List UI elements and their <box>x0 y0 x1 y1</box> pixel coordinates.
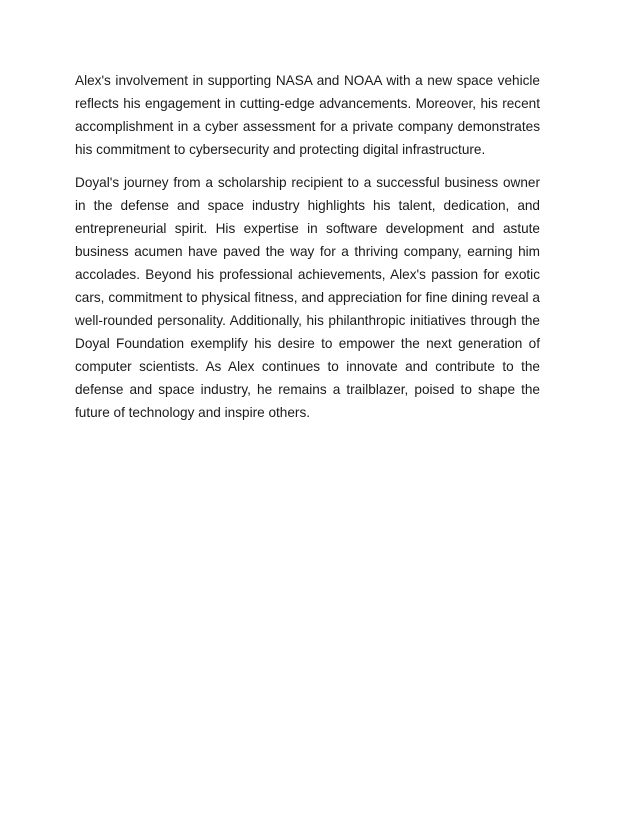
paragraph-journey: Doyal's journey from a scholarship recipient to a successful business owner in the defense and space industry highlights his talent, dedication, and entrepreneurial spirit. His expertise in software development and astute business acumen have paved the way for a thriving company, earning him accolades. Beyond his professional achievements, Alex's passion for exotic cars, commitment to physical fitness, and appreciation for fine dining reveal a well-rounded personality. Additionally, his philanthropic initiatives through the Doyal Foundation exemplify his desire to empower the next generation of computer scientists. As Alex continues to innovate and contribute to the defense and space industry, he remains a trailblazer, poised to shape the future of technology and inspire others. <box>75 175 540 420</box>
paragraph-achievements: Alex's involvement in supporting NASA and NOAA with a new space vehicle reflects his engagement in cutting-edge advancements. Moreover, his recent accomplishment in a cyber assessment for a private company demonstrates his commitment to cybersecurity and protecting digital infrastructure. <box>75 73 540 157</box>
document-body <box>75 69 540 434</box>
